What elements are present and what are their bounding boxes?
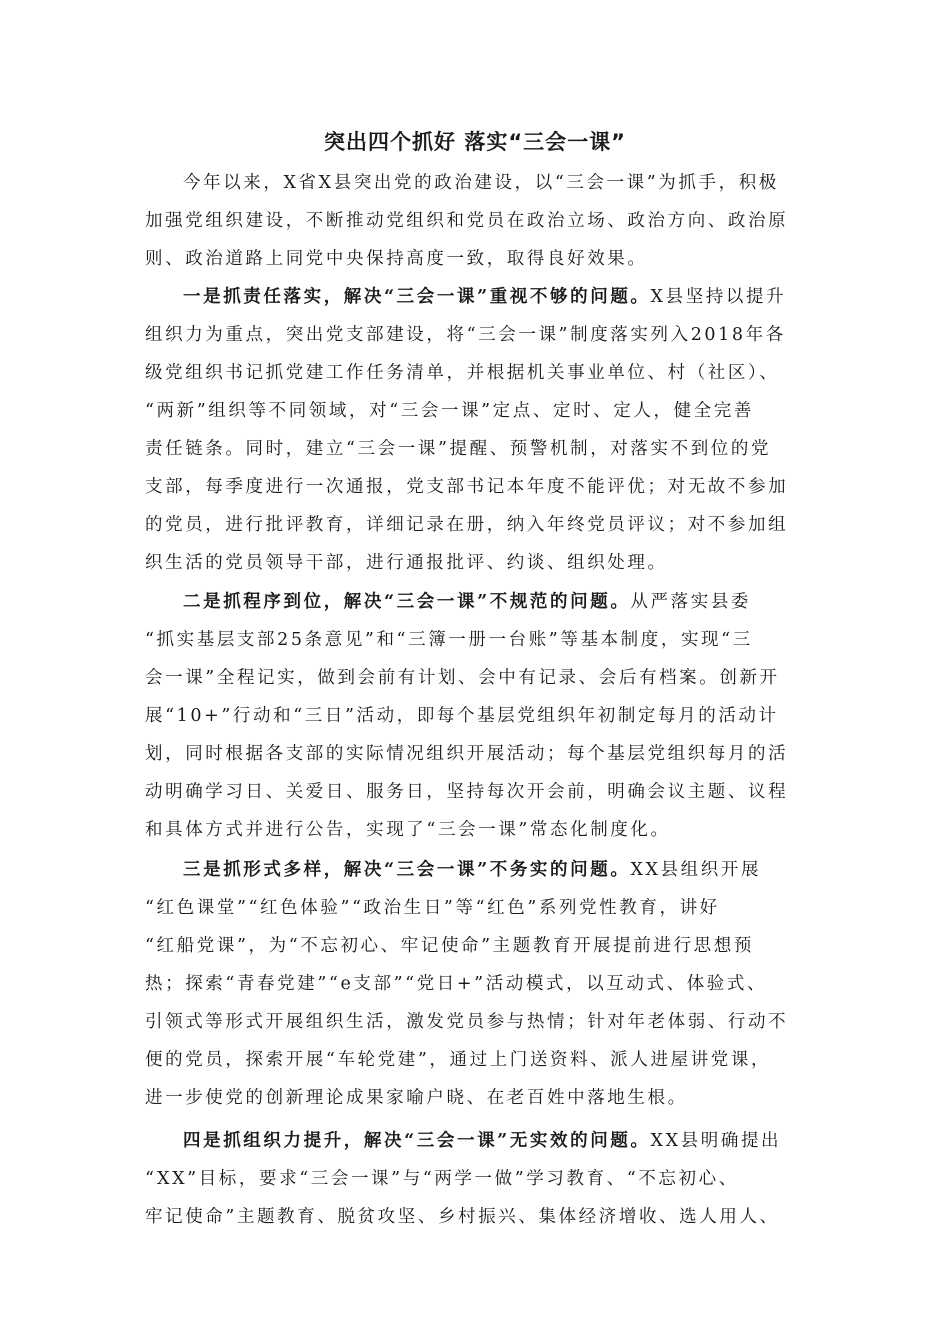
paragraph-line: 支部，每季度进行一次通报，党支部书记本年度不能评优；对无故不参加 — [145, 477, 789, 497]
paragraph-line: 三是抓形式多样，解决“三会一课”不务实的问题。XX县组织开展 — [183, 860, 762, 880]
paragraph-line: 加强党组织建设，不断推动党组织和党员在政治立场、政治方向、政治原 — [145, 211, 789, 231]
paragraph-line: 会一课”全程记实，做到会前有计划、会中有记录、会后有档案。创新开 — [145, 668, 780, 688]
paragraph-line: 动明确学习日、关爱日、服务日，坚持每次开会前，明确会议主题、议程 — [145, 782, 789, 802]
paragraph-intro — [145, 164, 788, 278]
paragraph-line: “两新”组织等不同领域，对“三会一课”定点、定时、定人，健全完善 — [145, 401, 754, 421]
paragraph-line: 则、政治道路上同党中央保持高度一致，取得良好效果。 — [145, 249, 648, 269]
point-heading: 四是抓组织力提升，解决“三会一课”无实效的问题。 — [183, 1131, 651, 1151]
paragraph-line: 和具体方式并进行公告，实现了“三会一课”常态化制度化。 — [145, 820, 671, 840]
paragraph-line: “XX”目标，要求“三会一课”与“两学一做”学习教育、“不忘初心、 — [145, 1169, 739, 1189]
paragraph-line: 热；探索“青春党建”“e支部”“党日+”活动模式，以互动式、体验式、 — [145, 974, 768, 994]
paragraph-line: 牢记使命”主题教育、脱贫攻坚、乡村振兴、集体经济增收、选人用人、 — [145, 1207, 780, 1227]
paragraph-point-two — [145, 583, 788, 849]
paragraph-line: “抓实基层支部25条意见”和“三簿一册一台账”等基本制度，实现“三 — [145, 630, 753, 650]
paragraph-line: 组织力为重点，突出党支部建设，将“三会一课”制度落实列入2018年各 — [145, 325, 786, 345]
paragraph-line: 今年以来，X省X县突出党的政治建设，以“三会一课”为抓手，积极 — [183, 173, 779, 193]
paragraph-line: 级党组织书记抓党建工作任务清单，并根据机关事业单位、村（社区）、 — [145, 363, 780, 383]
paragraph-line: 便的党员，探索开展“车轮党建”，通过上门送资料、派人进屋讲党课， — [145, 1050, 772, 1070]
point-heading: 一是抓责任落实，解决“三会一课”重视不够的问题。 — [183, 287, 651, 307]
paragraph-line: 二是抓程序到位，解决“三会一课”不规范的问题。从严落实县委 — [183, 592, 752, 612]
paragraph-line: 划，同时根据各支部的实际情况组织开展活动；每个基层党组织每月的活 — [145, 744, 789, 764]
paragraph-line: “红色课堂”“红色体验”“政治生日”等“红色”系列党性教育，讲好 — [145, 898, 720, 918]
paragraph-line: 引领式等形式开展组织生活，激发党员参与热情；针对年老体弱、行动不 — [145, 1012, 789, 1032]
paragraph-line: “红船党课”，为“不忘初心、牢记使命”主题教育开展提前进行思想预 — [145, 936, 754, 956]
paragraph-line: 展“10+”行动和“三日”活动，即每个基层党组织年初制定每月的活动计 — [145, 706, 779, 726]
paragraph-line: 责任链条。同时，建立“三会一课”提醒、预警机制，对落实不到位的党 — [145, 439, 772, 459]
paragraph-line: 四是抓组织力提升，解决“三会一课”无实效的问题。XX县明确提出 — [183, 1131, 782, 1151]
paragraph-point-one — [145, 278, 788, 582]
paragraph-line: 织生活的党员领导干部，进行通报批评、约谈、组织处理。 — [145, 553, 668, 573]
paragraph-line: 一是抓责任落实，解决“三会一课”重视不够的问题。X县坚持以提升 — [183, 287, 787, 307]
paragraph-line: 的党员，进行批评教育，详细记录在册，纳入年终党员评议；对不参加组 — [145, 515, 789, 535]
paragraph-line: 进一步使党的创新理论成果家喻户晓、在老百姓中落地生根。 — [145, 1088, 688, 1108]
paragraph-point-three — [145, 851, 788, 1117]
point-heading: 三是抓形式多样，解决“三会一课”不务实的问题。 — [183, 860, 631, 880]
document-title: 突出四个抓好 落实“三会一课” — [324, 130, 626, 154]
paragraph-point-four — [145, 1122, 781, 1236]
point-heading: 二是抓程序到位，解决“三会一课”不规范的问题。 — [183, 592, 631, 612]
